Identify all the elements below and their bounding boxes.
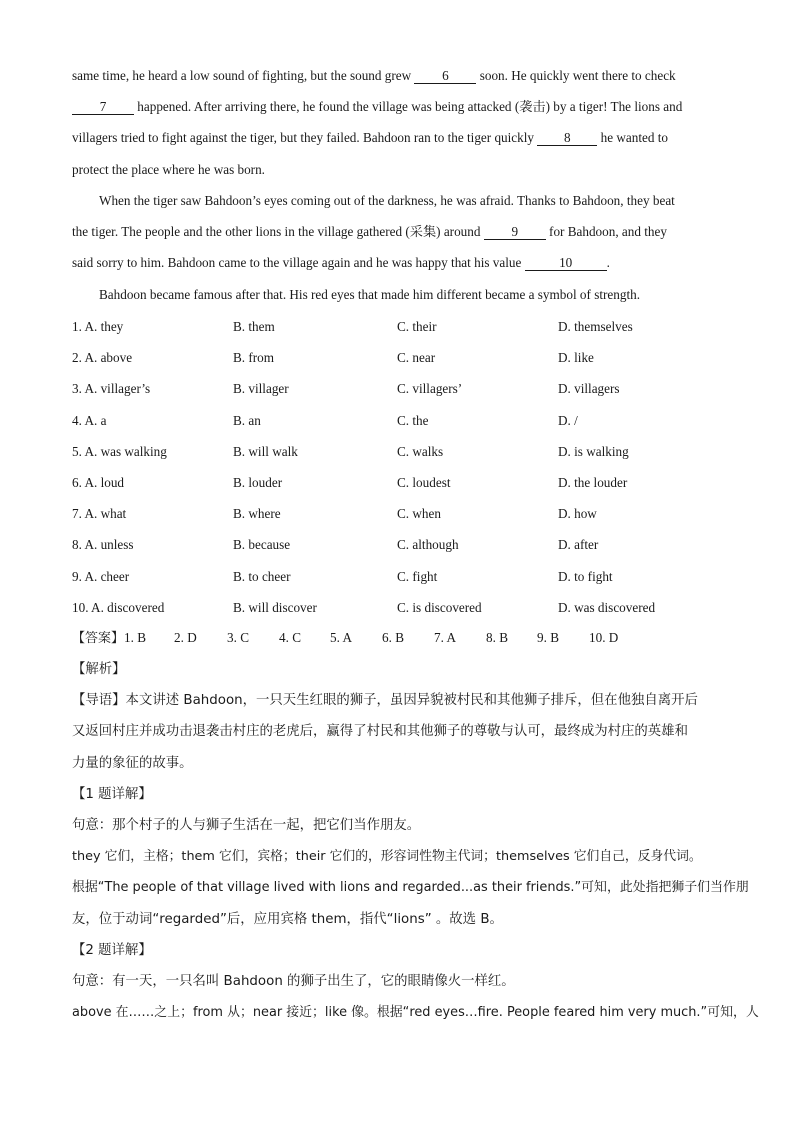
option-row [72, 561, 732, 592]
answer-label: 【答案】 [72, 631, 125, 646]
option-row [72, 592, 732, 623]
option-a: 1. A. they [72, 319, 124, 334]
passage-paragraph-1 [72, 60, 724, 185]
option-a: 6. A. loud [72, 474, 125, 490]
answer-item: 4. C [279, 630, 301, 645]
option-b: B. from [233, 350, 275, 366]
passage-line: When the tiger saw Bahdoon’s eyes coming out of the darkness, he was afraid. Thanks to Bahdoon, they beat [99, 193, 675, 208]
option-a: 5. A. was walking [72, 443, 167, 459]
option-b: B. them [233, 319, 275, 334]
guide-line: 力量的象征的故事。 [72, 755, 193, 771]
option-d: D. like [558, 350, 594, 366]
option-d: D. the louder [558, 474, 628, 490]
option-c: C. is discovered [397, 599, 482, 615]
question-2-explanation: above 在……之上；from 从；near 接近；like 像。根据“red eyes…fire. People feared him very much.”可知，人 [72, 1005, 759, 1021]
option-b: B. villager [233, 381, 289, 397]
option-b: B. will discover [233, 599, 317, 615]
analysis-section [72, 654, 759, 1028]
answer-item: 3. C [227, 630, 249, 645]
option-row [72, 311, 732, 342]
option-d: D. / [558, 412, 578, 428]
option-row [72, 467, 732, 498]
blank-10: 10 [525, 255, 607, 271]
passage-line: the tiger. The people and the other lions in the village gathered (采集) around 9 for Bahdoon, and they [72, 224, 667, 240]
option-row [72, 529, 732, 560]
answer-item: 9. B [537, 630, 559, 645]
option-d: D. to fight [558, 568, 613, 584]
passage-line: protect the place where he was born. [72, 161, 265, 177]
passage-paragraph-3 [72, 279, 724, 310]
question-1-meaning: 句意：那个村子的人与狮子生活在一起，把它们当作朋友。 [72, 817, 421, 833]
answer-item: 8. B [486, 630, 508, 645]
option-a: 3. A. villager’s [72, 381, 151, 397]
option-a: 4. A. a [72, 412, 107, 428]
option-d: D. how [558, 506, 597, 522]
option-row [72, 498, 732, 529]
option-b: B. because [233, 537, 291, 553]
blank-7: 7 [72, 99, 134, 115]
answer-item: 2. D [174, 630, 197, 645]
option-b: B. louder [233, 474, 283, 490]
question-2-title: 【2 题详解】 [72, 942, 152, 958]
blank-6: 6 [414, 68, 476, 84]
passage-paragraph-2 [72, 185, 724, 279]
option-c: C. villagers’ [397, 381, 463, 397]
option-c: C. the [397, 412, 429, 428]
blank-9: 9 [484, 224, 546, 240]
option-a: 9. A. cheer [72, 568, 130, 584]
answer-key [72, 624, 618, 653]
option-b: B. where [233, 506, 281, 522]
question-1-explanation: 友，位于动词“regarded”后，应用宾格 them，指代“lions” 。故选 B。 [72, 911, 503, 927]
option-c: C. fight [397, 568, 438, 584]
option-a: 7. A. what [72, 506, 127, 522]
option-d: D. is walking [558, 443, 629, 459]
answer-item: 1. B [124, 630, 146, 645]
option-c: C. loudest [397, 474, 451, 490]
option-row [72, 342, 732, 373]
option-row [72, 436, 732, 467]
option-c: C. near [397, 350, 436, 366]
option-b: B. will walk [233, 443, 298, 459]
answer-item: 7. A [434, 630, 456, 645]
option-d: D. themselves [558, 319, 633, 334]
question-1-explanation: they 它们，主格；them 它们，宾格；their 它们的，形容词性物主代词；themselves 它们自己，反身代词。 [72, 849, 702, 865]
option-d: D. was discovered [558, 599, 656, 615]
passage-line: Bahdoon became famous after that. His red eyes that made him different became a symbol of strength. [99, 287, 640, 302]
question-2-meaning: 句意：有一天，一只名叫 Bahdoon 的狮子出生了，它的眼睛像火一样红。 [72, 973, 515, 989]
passage-line: villagers tried to fight against the tiger, but they failed. Bahdoon ran to the tiger quickly 8 he wanted to [72, 130, 668, 146]
answer-item: 6. B [382, 630, 404, 645]
option-row [72, 373, 732, 404]
question-1-explanation: 根据“The people of that village lived with lions and regarded...as their friends.”可知，此处指把狮子们当作朋 [72, 880, 749, 896]
option-c: C. although [397, 537, 459, 553]
analysis-label: 【解析】 [72, 662, 126, 677]
question-1-title: 【1 题详解】 [72, 786, 152, 802]
passage-line: same time, he heard a low sound of fighting, but the sound grew 6 soon. He quickly went there to check [72, 68, 676, 83]
guide-line: 【导语】本文讲述 Bahdoon，一只天生红眼的狮子，虽因异貌被村民和其他狮子排斥，但在他独自离开后 [72, 693, 698, 709]
option-b: B. an [233, 412, 261, 428]
blank-8: 8 [537, 130, 597, 146]
passage-line: said sorry to him. Bahdoon came to the village again and he was happy that his value 10 . [72, 255, 610, 271]
option-d: D. villagers [558, 381, 620, 397]
option-a: 8. A. unless [72, 537, 134, 553]
option-c: C. walks [397, 443, 444, 459]
option-c: C. when [397, 506, 441, 522]
options-list [72, 311, 732, 623]
option-a: 2. A. above [72, 350, 133, 366]
option-a: 10. A. discovered [72, 599, 165, 615]
option-c: C. their [397, 319, 437, 334]
guide-line: 又返回村庄并成功击退袭击村庄的老虎后，赢得了村民和其他狮子的尊敬与认可，最终成为村庄的英雄和 [72, 724, 688, 740]
passage-line: 7 happened. After arriving there, he found the village was being attacked (袭击) by a tiger! The lions and [72, 91, 724, 122]
answer-item: 5. A [330, 630, 352, 645]
answer-item: 10. D [589, 630, 619, 645]
option-b: B. to cheer [233, 568, 291, 584]
option-d: D. after [558, 537, 599, 553]
option-row [72, 405, 732, 436]
